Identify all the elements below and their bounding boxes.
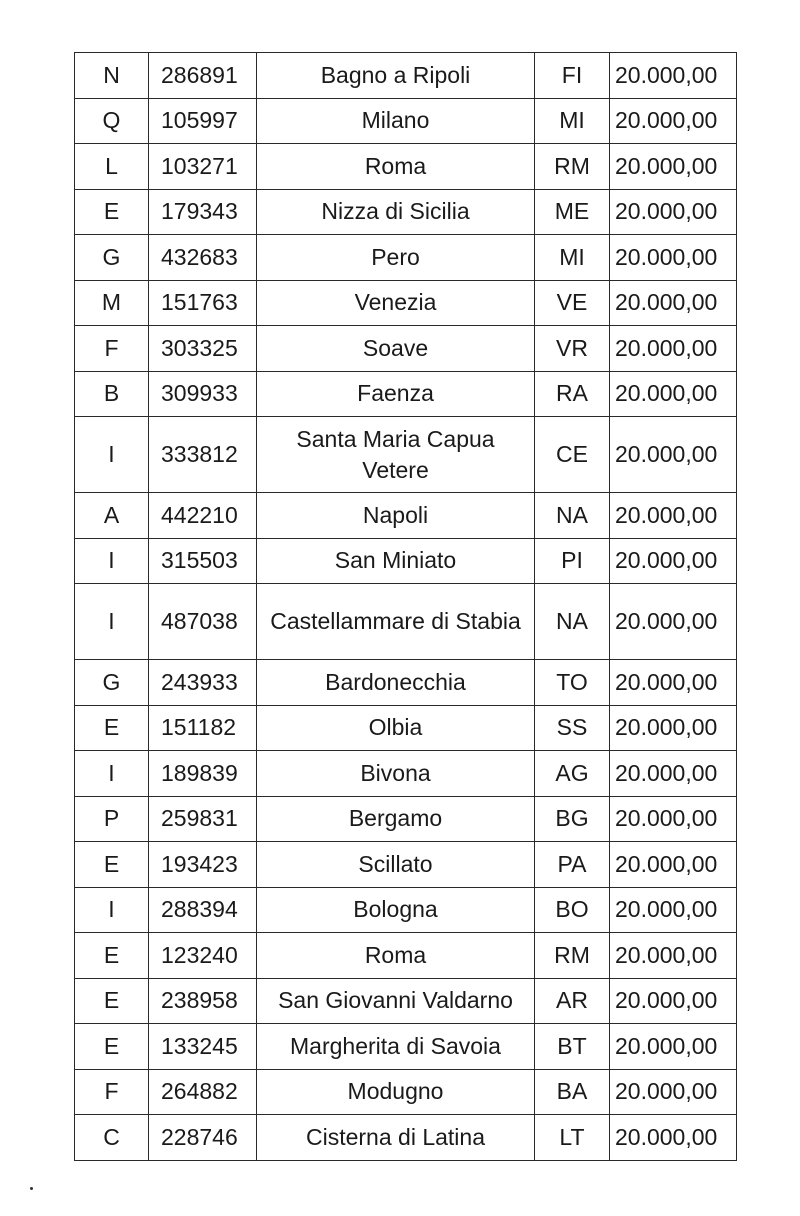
code-cell: 286891 (149, 53, 257, 99)
province-cell: BA (535, 1069, 610, 1115)
province-cell: MI (535, 235, 610, 281)
city-cell: Milano (257, 98, 535, 144)
city-cell: Santa Maria Capua Vetere (257, 417, 535, 493)
code-cell: 105997 (149, 98, 257, 144)
amount-cell: 20.000,00 (610, 933, 737, 979)
province-cell: PI (535, 538, 610, 584)
letter-cell: E (75, 842, 149, 888)
city-cell: Bardonecchia (257, 660, 535, 706)
code-cell: 442210 (149, 493, 257, 539)
code-cell: 189839 (149, 751, 257, 797)
letter-cell: I (75, 538, 149, 584)
amount-cell: 20.000,00 (610, 144, 737, 190)
amount-cell: 20.000,00 (610, 978, 737, 1024)
amount-cell: 20.000,00 (610, 660, 737, 706)
table-row (75, 842, 737, 888)
letter-cell: I (75, 887, 149, 933)
table-row (75, 1069, 737, 1115)
table-row (75, 371, 737, 417)
table-row (75, 493, 737, 539)
amount-cell: 20.000,00 (610, 371, 737, 417)
city-cell: Roma (257, 144, 535, 190)
amount-cell: 20.000,00 (610, 235, 737, 281)
data-table (74, 52, 737, 1161)
letter-cell: P (75, 796, 149, 842)
letter-cell: I (75, 584, 149, 660)
code-cell: 487038 (149, 584, 257, 660)
code-cell: 179343 (149, 189, 257, 235)
code-cell: 303325 (149, 326, 257, 372)
amount-cell: 20.000,00 (610, 538, 737, 584)
code-cell: 133245 (149, 1024, 257, 1070)
letter-cell: Q (75, 98, 149, 144)
table-row (75, 1115, 737, 1161)
amount-cell: 20.000,00 (610, 1069, 737, 1115)
code-cell: 243933 (149, 660, 257, 706)
province-cell: ME (535, 189, 610, 235)
amount-cell: 20.000,00 (610, 326, 737, 372)
province-cell: SS (535, 705, 610, 751)
city-cell: Faenza (257, 371, 535, 417)
code-cell: 432683 (149, 235, 257, 281)
city-cell: Venezia (257, 280, 535, 326)
code-cell: 238958 (149, 978, 257, 1024)
province-cell: NA (535, 584, 610, 660)
city-cell: San Giovanni Valdarno (257, 978, 535, 1024)
city-cell: Olbia (257, 705, 535, 751)
amount-cell: 20.000,00 (610, 280, 737, 326)
code-cell: 259831 (149, 796, 257, 842)
province-cell: BG (535, 796, 610, 842)
code-cell: 151763 (149, 280, 257, 326)
amount-cell: 20.000,00 (610, 887, 737, 933)
table-row (75, 887, 737, 933)
code-cell: 309933 (149, 371, 257, 417)
amount-cell: 20.000,00 (610, 1024, 737, 1070)
table-row (75, 978, 737, 1024)
province-cell: AR (535, 978, 610, 1024)
amount-cell: 20.000,00 (610, 1115, 737, 1161)
letter-cell: E (75, 1024, 149, 1070)
table-row (75, 189, 737, 235)
province-cell: AG (535, 751, 610, 797)
city-cell: Pero (257, 235, 535, 281)
city-cell: Napoli (257, 493, 535, 539)
code-cell: 151182 (149, 705, 257, 751)
table-row (75, 53, 737, 99)
letter-cell: E (75, 978, 149, 1024)
province-cell: RM (535, 933, 610, 979)
letter-cell: B (75, 371, 149, 417)
province-cell: FI (535, 53, 610, 99)
code-cell: 264882 (149, 1069, 257, 1115)
amount-cell: 20.000,00 (610, 493, 737, 539)
code-cell: 103271 (149, 144, 257, 190)
table-row (75, 98, 737, 144)
letter-cell: N (75, 53, 149, 99)
amount-cell: 20.000,00 (610, 796, 737, 842)
letter-cell: E (75, 705, 149, 751)
table-row (75, 144, 737, 190)
table-body (75, 53, 737, 1161)
letter-cell: F (75, 1069, 149, 1115)
city-cell: San Miniato (257, 538, 535, 584)
amount-cell: 20.000,00 (610, 705, 737, 751)
city-cell: Cisterna di Latina (257, 1115, 535, 1161)
table-row (75, 280, 737, 326)
table-row (75, 538, 737, 584)
amount-cell: 20.000,00 (610, 53, 737, 99)
amount-cell: 20.000,00 (610, 842, 737, 888)
province-cell: NA (535, 493, 610, 539)
letter-cell: M (75, 280, 149, 326)
city-cell: Bologna (257, 887, 535, 933)
city-cell: Soave (257, 326, 535, 372)
table-row (75, 326, 737, 372)
province-cell: CE (535, 417, 610, 493)
province-cell: BO (535, 887, 610, 933)
letter-cell: L (75, 144, 149, 190)
code-cell: 333812 (149, 417, 257, 493)
code-cell: 315503 (149, 538, 257, 584)
province-cell: BT (535, 1024, 610, 1070)
letter-cell: E (75, 933, 149, 979)
city-cell: Roma (257, 933, 535, 979)
amount-cell: 20.000,00 (610, 751, 737, 797)
letter-cell: I (75, 417, 149, 493)
table-row (75, 417, 737, 493)
letter-cell: F (75, 326, 149, 372)
letter-cell: A (75, 493, 149, 539)
table-row (75, 584, 737, 660)
province-cell: VE (535, 280, 610, 326)
table-row (75, 796, 737, 842)
table-row (75, 933, 737, 979)
table-row (75, 751, 737, 797)
city-cell: Scillato (257, 842, 535, 888)
amount-cell: 20.000,00 (610, 189, 737, 235)
letter-cell: I (75, 751, 149, 797)
province-cell: PA (535, 842, 610, 888)
city-cell: Nizza di Sicilia (257, 189, 535, 235)
city-cell: Bagno a Ripoli (257, 53, 535, 99)
city-cell: Bergamo (257, 796, 535, 842)
code-cell: 288394 (149, 887, 257, 933)
code-cell: 193423 (149, 842, 257, 888)
table-row (75, 235, 737, 281)
city-cell: Castellammare di Stabia (257, 584, 535, 660)
city-cell: Margherita di Savoia (257, 1024, 535, 1070)
table-row (75, 705, 737, 751)
code-cell: 123240 (149, 933, 257, 979)
province-cell: RA (535, 371, 610, 417)
province-cell: MI (535, 98, 610, 144)
amount-cell: 20.000,00 (610, 98, 737, 144)
province-cell: TO (535, 660, 610, 706)
table-row (75, 660, 737, 706)
city-cell: Bivona (257, 751, 535, 797)
letter-cell: C (75, 1115, 149, 1161)
city-cell: Modugno (257, 1069, 535, 1115)
stray-dot (30, 1187, 33, 1190)
letter-cell: G (75, 660, 149, 706)
province-cell: RM (535, 144, 610, 190)
code-cell: 228746 (149, 1115, 257, 1161)
amount-cell: 20.000,00 (610, 584, 737, 660)
letter-cell: E (75, 189, 149, 235)
letter-cell: G (75, 235, 149, 281)
province-cell: VR (535, 326, 610, 372)
amount-cell: 20.000,00 (610, 417, 737, 493)
table-row (75, 1024, 737, 1070)
province-cell: LT (535, 1115, 610, 1161)
